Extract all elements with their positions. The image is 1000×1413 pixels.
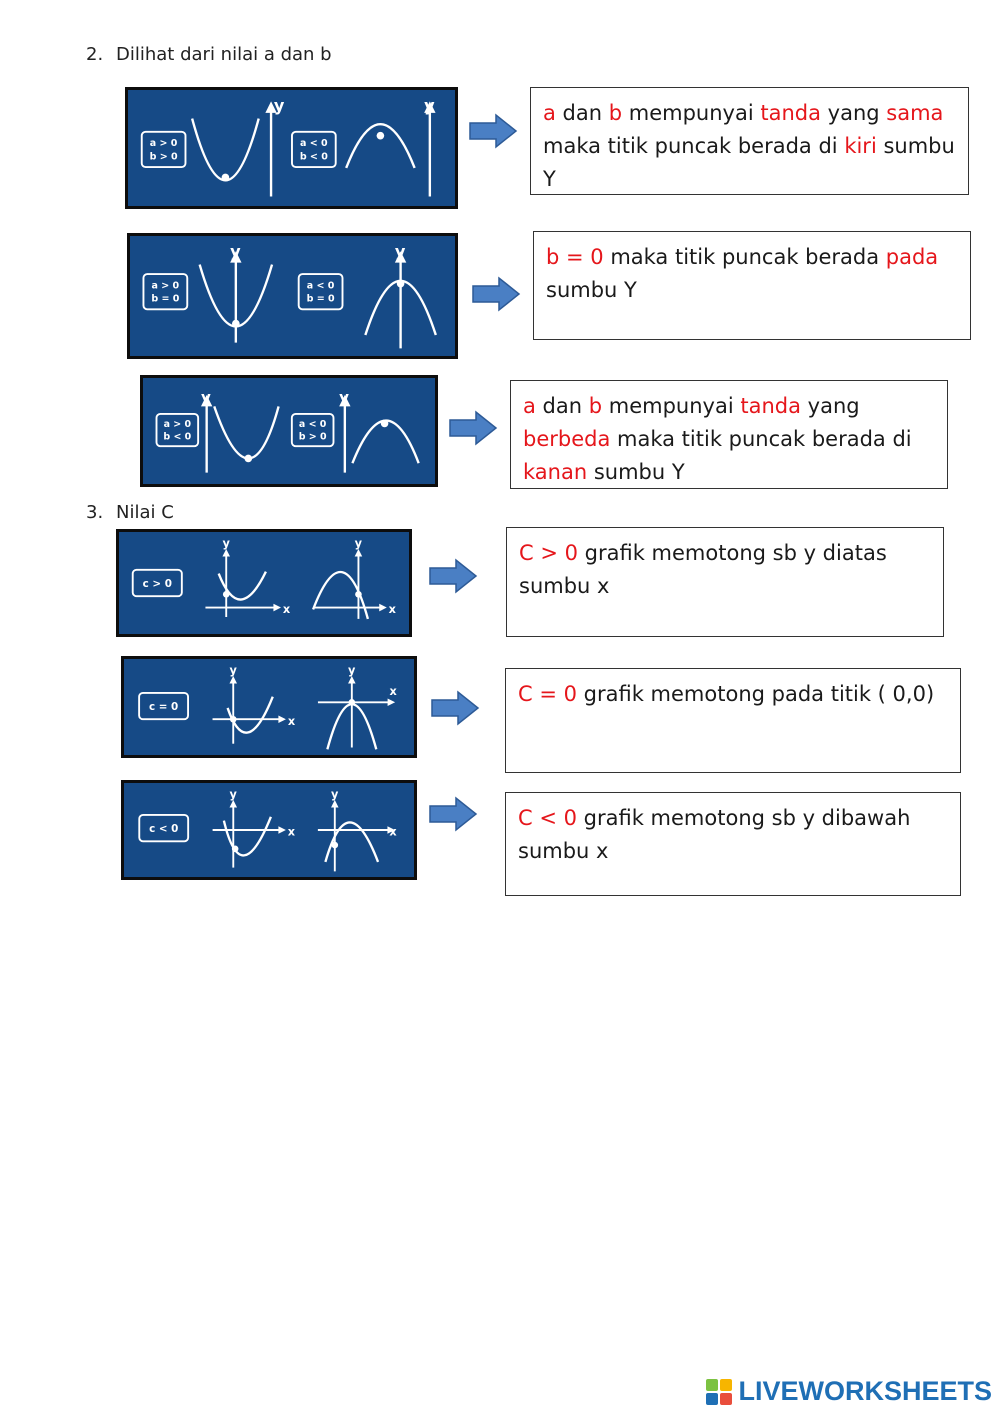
explanation-box-6: C < 0 grafik memotong sb y dibawah sumbu x <box>505 792 961 896</box>
parabola-graph-3 <box>143 378 435 484</box>
section-number: 3. <box>86 502 104 523</box>
svg-text:y: y <box>273 95 285 115</box>
explanation-box-2: b = 0 maka titik puncak berada pada sumbu Y <box>533 231 971 340</box>
liveworksheets-logo <box>706 1376 992 1407</box>
parabola-graph-6 <box>124 783 414 877</box>
graph-panel-3 <box>140 375 438 487</box>
svg-text:b < 0: b < 0 <box>163 431 192 443</box>
svg-text:y: y <box>229 788 237 802</box>
graph-panel-5 <box>121 656 417 758</box>
svg-text:x: x <box>388 602 396 617</box>
svg-text:x: x <box>282 602 291 617</box>
arrow-right-icon <box>428 558 478 594</box>
logo-grid-icon <box>706 1379 732 1405</box>
section-heading-2 <box>86 44 332 65</box>
svg-text:y: y <box>354 536 363 551</box>
svg-text:b < 0: b < 0 <box>299 151 328 163</box>
arrow-right-icon <box>448 410 498 446</box>
arrow-right-icon <box>428 796 478 832</box>
graph-panel-2 <box>127 233 458 359</box>
parabola-graph-5 <box>124 659 414 755</box>
svg-text:a < 0: a < 0 <box>298 419 327 431</box>
svg-text:y: y <box>229 664 237 678</box>
section-number: 2. <box>86 44 104 65</box>
svg-text:b = 0: b = 0 <box>151 293 180 305</box>
svg-text:y: y <box>394 241 406 261</box>
svg-text:a > 0: a > 0 <box>163 419 192 431</box>
svg-text:b > 0: b > 0 <box>149 151 178 163</box>
explanation-box-1: a dan b mempunyai tanda yang sama maka titik puncak berada di kiri sumbu Y <box>530 87 969 195</box>
explanation-box-5: C = 0 grafik memotong pada titik ( 0,0) <box>505 668 961 773</box>
explanation-box-4: C > 0 grafik memotong sb y diatas sumbu x <box>506 527 944 637</box>
parabola-graph-2 <box>130 236 455 356</box>
section-heading-3 <box>86 502 174 523</box>
section-title: Nilai C <box>116 502 174 523</box>
svg-text:y: y <box>200 388 211 407</box>
section-title: Dilihat dari nilai a dan b <box>116 44 332 65</box>
svg-text:a > 0: a > 0 <box>151 280 180 292</box>
svg-text:x: x <box>287 825 296 839</box>
svg-text:a < 0: a < 0 <box>300 138 328 150</box>
svg-text:b = 0: b = 0 <box>306 293 335 305</box>
svg-text:y: y <box>331 788 339 802</box>
svg-text:a > 0: a > 0 <box>149 138 178 150</box>
svg-text:c < 0: c < 0 <box>149 822 179 835</box>
explanation-box-3: a dan b mempunyai tanda yang berbeda maka titik puncak berada di kanan sumbu Y <box>510 380 948 489</box>
arrow-right-icon <box>468 113 518 149</box>
graph-panel-4 <box>116 529 412 637</box>
arrow-right-icon <box>471 276 521 312</box>
graph-panel-1 <box>125 87 458 209</box>
svg-text:c > 0: c > 0 <box>142 577 172 590</box>
svg-text:b > 0: b > 0 <box>298 431 327 443</box>
svg-text:y: y <box>230 241 241 261</box>
svg-text:x: x <box>389 684 397 698</box>
arrow-right-icon <box>430 690 480 726</box>
parabola-graph-4 <box>119 532 409 634</box>
svg-text:y: y <box>339 388 350 407</box>
svg-text:x: x <box>287 714 296 728</box>
graph-panel-6 <box>121 780 417 880</box>
svg-text:y: y <box>222 536 230 551</box>
parabola-graph-1 <box>128 90 455 206</box>
svg-text:y: y <box>348 664 356 678</box>
svg-text:c = 0: c = 0 <box>148 700 179 713</box>
svg-text:a < 0: a < 0 <box>306 280 335 292</box>
svg-text:y: y <box>424 95 435 115</box>
brand-name: LIVEWORKSHEETS <box>738 1376 992 1406</box>
svg-text:x: x <box>389 825 397 839</box>
